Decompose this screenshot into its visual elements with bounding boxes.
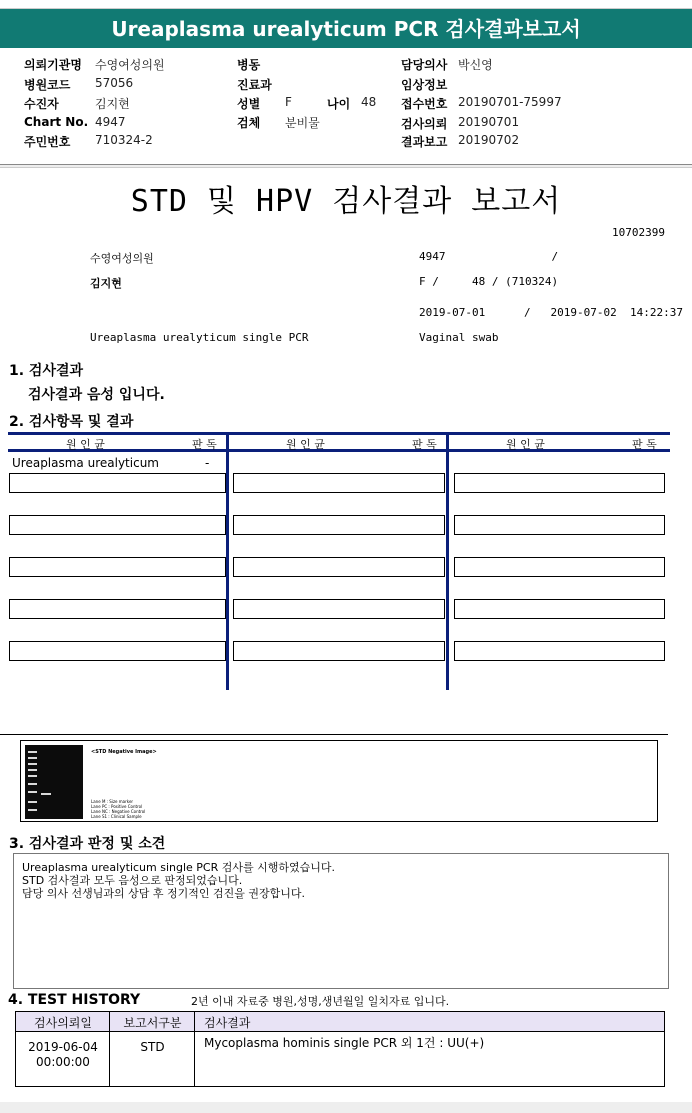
result-cell	[9, 473, 226, 493]
section1-heading: 1. 검사결과	[9, 363, 84, 379]
test-name: Ureaplasma urealyticum single PCR	[90, 331, 309, 344]
patient-value: 김지현	[95, 97, 130, 111]
gel-legend-line: Lane PC : Positive Control	[91, 804, 143, 809]
gel-band	[28, 751, 37, 753]
sex-label: 성별	[237, 97, 261, 111]
history-col-date	[16, 1012, 110, 1086]
date-received: 2019-07-01	[419, 306, 486, 319]
specimen-type: Vaginal swab	[419, 331, 499, 344]
gel-band	[28, 775, 37, 777]
history-row-result: Mycoplasma hominis single PCR 외 1건 : UU(+)	[204, 1036, 485, 1050]
grid-divider-2	[446, 432, 449, 690]
doctor-value: 박신영	[458, 58, 493, 72]
institution-value: 수영여성의원	[95, 58, 165, 72]
gel-band	[28, 801, 37, 803]
specimen-value: 분비물	[285, 116, 320, 130]
result-cell	[454, 599, 665, 619]
chart-number: 4947 /	[419, 250, 559, 263]
history-header-result: 검사결과	[204, 1016, 251, 1030]
chart-value: 4947	[95, 115, 126, 129]
clinical-label: 임상정보	[401, 78, 448, 92]
report-date-label: 결과보고	[401, 135, 448, 149]
col-pathogen-1: 원 인 균	[66, 438, 105, 451]
doctor-label: 담당의사	[401, 58, 448, 72]
opinion-line: STD 검사결과 모두 음성으로 판정되었습니다.	[22, 874, 243, 887]
separator-line	[0, 734, 668, 735]
patient-label: 수진자	[24, 97, 59, 111]
result-cell	[9, 641, 226, 661]
history-note: 2년 이내 자료중 병원,성명,생년월일 일치자료 입니다.	[191, 995, 450, 1008]
col-judge-2: 판 독	[412, 438, 437, 451]
page-footer-band	[0, 1102, 692, 1113]
report-date-value: 20190702	[458, 133, 520, 147]
history-header-type: 보고서구분	[123, 1016, 182, 1030]
result-cell	[233, 641, 445, 661]
gel-electrophoresis-image	[25, 745, 83, 819]
receipt-value: 20190701-75997	[458, 95, 562, 109]
result-cell	[454, 557, 665, 577]
section4-heading: 4. TEST HISTORY	[8, 992, 141, 1008]
age-label: 나이	[327, 97, 351, 111]
gel-legend-line: Lane S1 : Clinical Sample	[91, 814, 142, 819]
result-cell	[9, 515, 226, 535]
gel-band	[28, 757, 37, 759]
history-table	[15, 1011, 665, 1087]
ward-label: 병동	[237, 58, 261, 72]
patient-info-panel	[0, 52, 692, 164]
hospital-code-label: 병원코드	[24, 78, 71, 92]
gel-legend-line: Lane M : Size marker	[91, 799, 134, 804]
result-cell	[454, 473, 665, 493]
resident-value: 710324-2	[95, 133, 153, 147]
report-title: Ureaplasma urealyticum PCR 검사결과보고서	[111, 17, 581, 41]
history-col-type	[110, 1012, 195, 1086]
gel-band	[41, 793, 51, 795]
section1-result: 검사결과 음성 입니다.	[28, 387, 165, 403]
col-judge-1: 판 독	[192, 438, 217, 451]
gel-band	[28, 783, 37, 785]
grid-divider-1	[226, 432, 229, 690]
result-cell	[233, 515, 445, 535]
sex-value: F	[285, 95, 292, 109]
gel-legend	[91, 799, 145, 819]
gel-image-frame	[20, 740, 658, 822]
result-grid	[8, 432, 670, 690]
gel-band	[28, 791, 37, 793]
chart-label: Chart No.	[24, 115, 89, 129]
report-heading: STD 및 HPV 검사결과 보고서	[130, 184, 562, 219]
result-cell	[9, 599, 226, 619]
section3-heading: 3. 검사결과 판정 및 소견	[9, 836, 166, 852]
result-cell	[454, 515, 665, 535]
report-title-bar	[0, 8, 692, 48]
first-pathogen-result: -	[205, 456, 210, 470]
opinion-line: 담당 의사 선생님과의 상담 후 정기적인 검진을 권장합니다.	[22, 887, 305, 900]
dept-label: 진료과	[237, 78, 272, 92]
col-pathogen-3: 원 인 균	[506, 438, 545, 451]
resident-label: 주민번호	[24, 135, 71, 149]
age-value: 48	[361, 95, 377, 109]
first-pathogen: Ureaplasma urealyticum	[12, 456, 159, 470]
result-cell	[9, 557, 226, 577]
history-row-date: 2019-06-04	[28, 1040, 98, 1054]
hospital-code-value: 57056	[95, 76, 134, 90]
gel-legend-line: Lane NC : Negative Control	[91, 809, 146, 814]
opinion-box	[13, 853, 669, 989]
section2-heading: 2. 검사항목 및 결과	[9, 414, 134, 430]
receipt-label: 접수번호	[401, 97, 448, 111]
history-row-type: STD	[140, 1040, 165, 1054]
sex-age-birth: F / 48 / (710324)	[419, 275, 559, 288]
result-cell	[233, 557, 445, 577]
date-reported: / 2019-07-02 14:22:37	[524, 306, 683, 319]
clinic-name: 수영여성의원	[90, 252, 154, 265]
gel-band	[28, 809, 37, 811]
patient-name: 김지현	[90, 277, 122, 290]
gel-caption: <STD Negative Image>	[91, 749, 157, 755]
history-row-time: 00:00:00	[36, 1055, 90, 1069]
gel-band	[28, 769, 37, 771]
col-pathogen-2: 원 인 균	[286, 438, 325, 451]
result-cell	[454, 641, 665, 661]
report-number: 10702399	[612, 226, 665, 239]
opinion-line: Ureaplasma urealyticum single PCR 검사를 시행하였습니다.	[22, 861, 335, 874]
gel-band	[28, 763, 37, 765]
grid-header	[8, 432, 670, 452]
request-label: 검사의뢰	[401, 117, 448, 131]
history-header-date: 검사의뢰일	[34, 1016, 92, 1030]
result-cell	[233, 599, 445, 619]
institution-label: 의뢰기관명	[24, 58, 82, 72]
result-cell	[233, 473, 445, 493]
col-judge-3: 판 독	[632, 438, 657, 451]
info-divider	[0, 164, 692, 168]
request-value: 20190701	[458, 115, 520, 129]
specimen-label: 검체	[237, 116, 261, 130]
